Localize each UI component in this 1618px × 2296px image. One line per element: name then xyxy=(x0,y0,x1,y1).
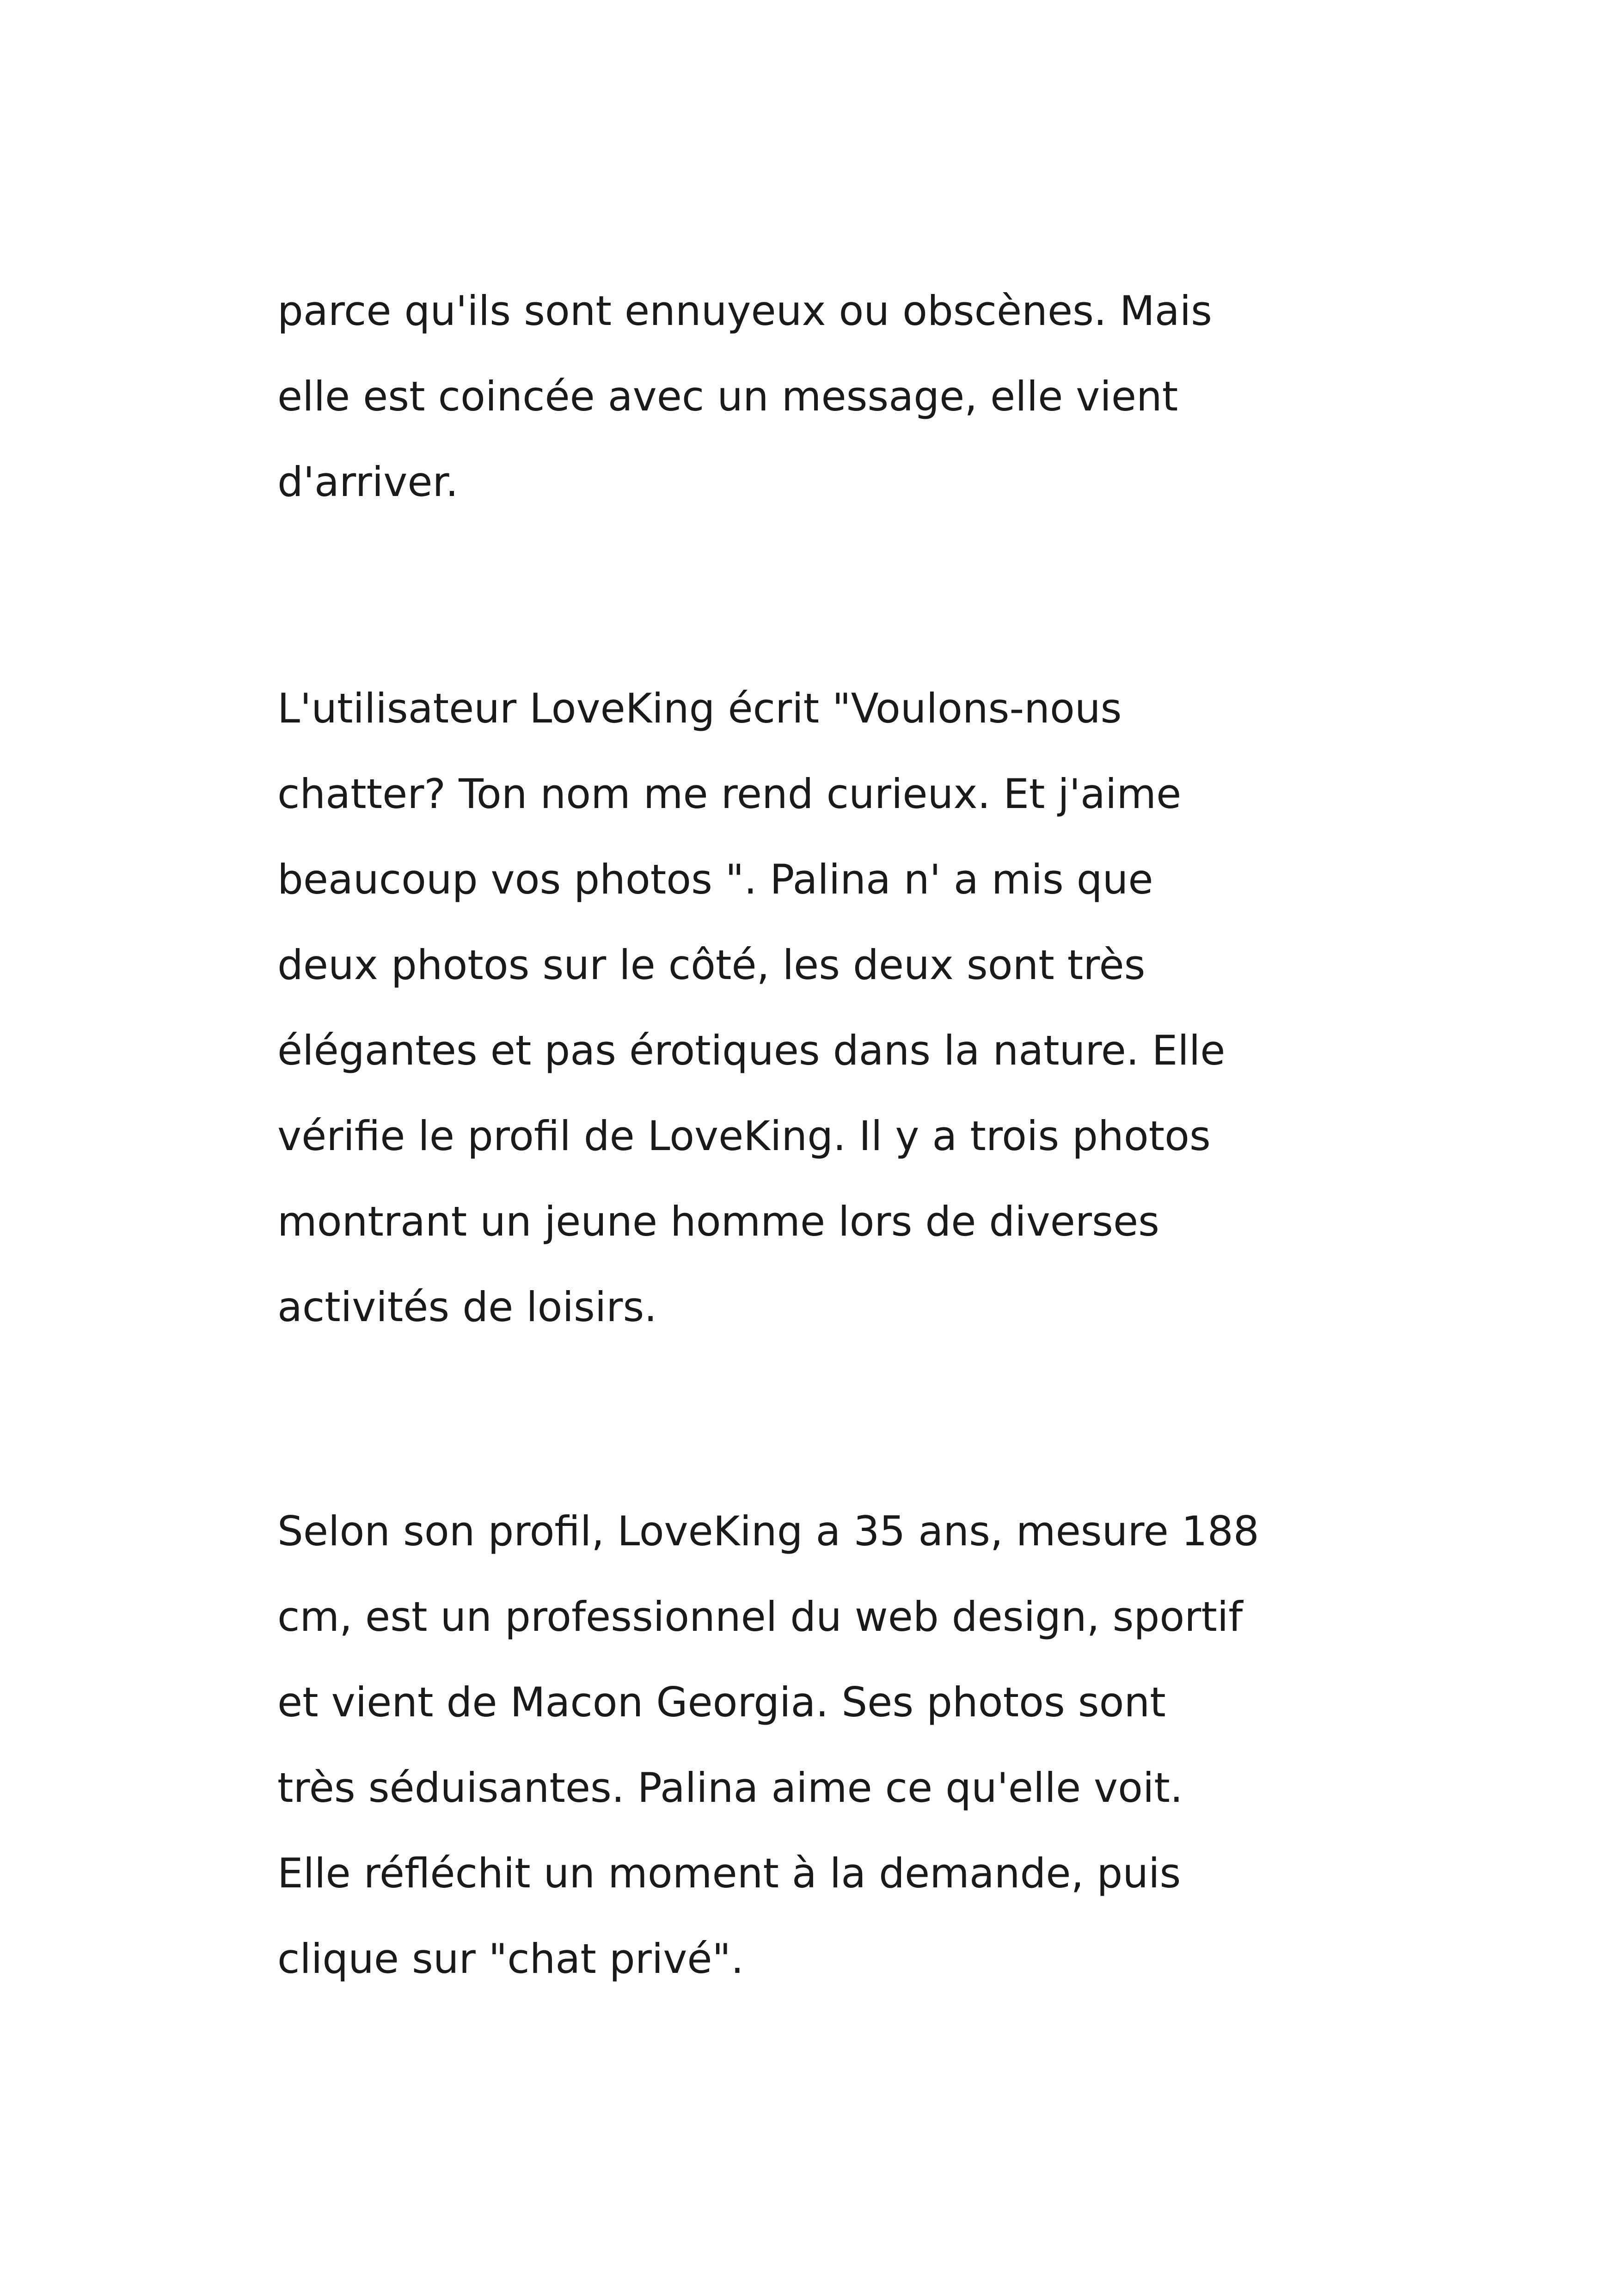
paragraph-2 xyxy=(277,666,1350,1350)
paragraph-3 xyxy=(277,1488,1350,2002)
paragraph-line: vérifie le profil de LoveKing. Il y a trois photos xyxy=(277,1112,1211,1160)
paragraph-line: activités de loisirs. xyxy=(277,1283,657,1331)
paragraph-line: et vient de Macon Georgia. Ses photos sont xyxy=(277,1678,1166,1726)
paragraph-1 xyxy=(277,268,1350,525)
paragraph-line: deux photos sur le côté, les deux sont très xyxy=(277,941,1146,989)
paragraph-line: élégantes et pas érotiques dans la nature. Elle xyxy=(277,1027,1226,1074)
paragraph-line: montrant un jeune homme lors de diverses xyxy=(277,1198,1159,1245)
paragraph-line: elle est coincée avec un message, elle vient xyxy=(277,373,1178,420)
paragraph-line: Elle réfléchit un moment à la demande, puis xyxy=(277,1849,1181,1897)
paragraph-line: cm, est un professionnel du web design, sportif xyxy=(277,1593,1243,1641)
paragraph-line: beaucoup vos photos ". Palina n' a mis que xyxy=(277,856,1153,903)
paragraph-line: parce qu'ils sont ennuyeux ou obscènes. Mais xyxy=(277,287,1213,335)
paragraph-line: très séduisantes. Palina aime ce qu'elle voit. xyxy=(277,1764,1183,1812)
paragraph-line: d'arriver. xyxy=(277,458,459,506)
paragraph-line: clique sur "chat privé". xyxy=(277,1935,744,1983)
paragraph-line: chatter? Ton nom me rend curieux. Et j'aime xyxy=(277,770,1182,818)
paragraph-line: L'utilisateur LoveKing écrit "Voulons-nous xyxy=(277,685,1122,732)
paragraph-line: Selon son profil, LoveKing a 35 ans, mesure 188 xyxy=(277,1507,1259,1555)
